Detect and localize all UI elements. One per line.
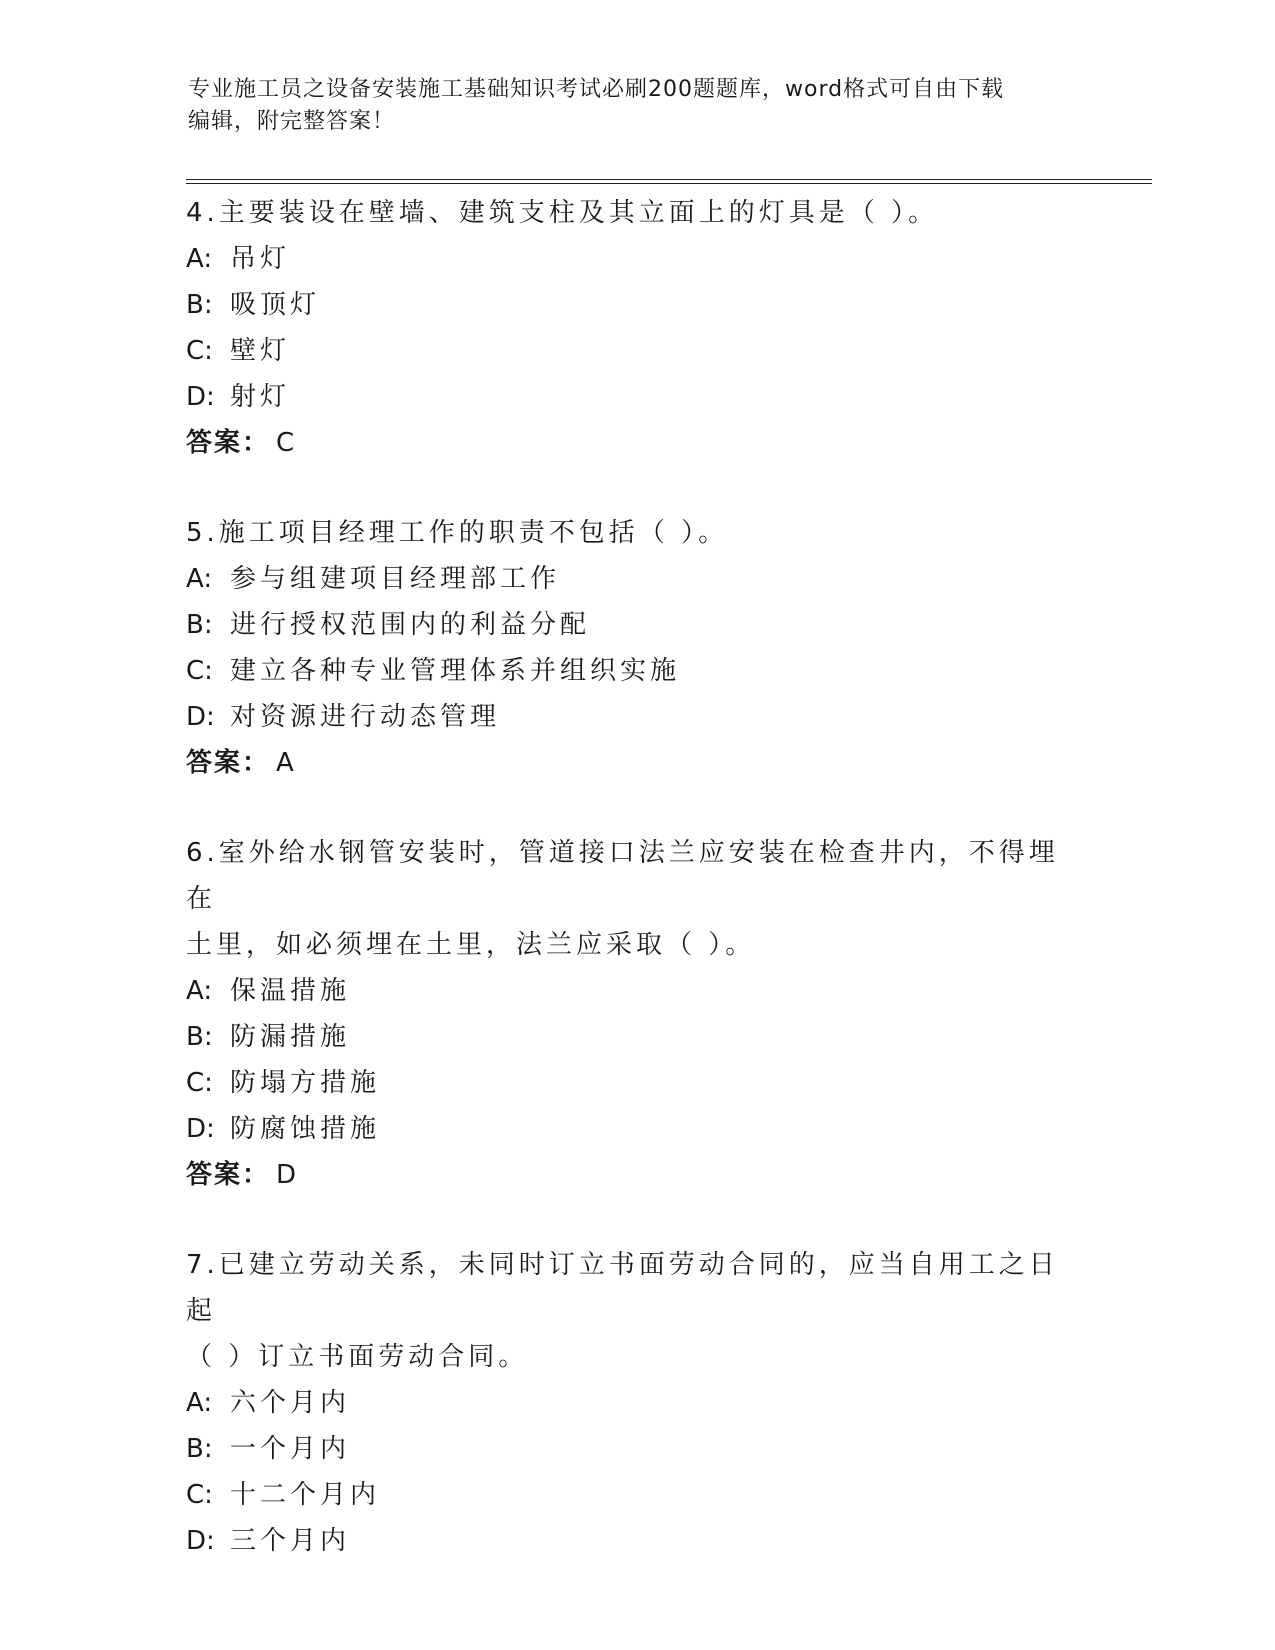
option-key: A: xyxy=(186,244,213,274)
option-key: B: xyxy=(186,1434,213,1464)
option-text: 进行授权范围内的利益分配 xyxy=(230,610,591,640)
option-text: 三个月内 xyxy=(230,1526,351,1556)
option-key: B: xyxy=(186,1022,213,1052)
question-6 xyxy=(186,830,1086,1198)
option-key: C: xyxy=(186,656,213,686)
option-key: C: xyxy=(186,1068,213,1098)
question-stem: 5.施工项目经理工作的职责不包括（ ）。 xyxy=(186,518,729,548)
option-key: B: xyxy=(186,290,213,320)
option-d xyxy=(186,374,1086,420)
option-b xyxy=(186,602,1086,648)
header-line-1: 专业施工员之设备安装施工基础知识考试必刷200题题库，word格式可自由下载 xyxy=(188,77,1005,102)
answer-label: 答案： xyxy=(186,428,271,458)
option-text: 壁灯 xyxy=(230,336,291,366)
option-text: 防塌方措施 xyxy=(230,1068,381,1098)
option-key: A: xyxy=(186,976,213,1006)
option-c xyxy=(186,1472,1086,1518)
option-text: 吸顶灯 xyxy=(230,290,321,320)
question-stem-line-1: 7.已建立劳动关系，未同时订立书面劳动合同的，应当自用工之日起 xyxy=(186,1250,1059,1326)
answer-label: 答案： xyxy=(186,748,271,778)
option-key: C: xyxy=(186,336,213,366)
option-key: C: xyxy=(186,1480,213,1510)
option-text: 六个月内 xyxy=(230,1388,351,1418)
answer-value: C xyxy=(276,428,296,458)
header-double-rule xyxy=(186,179,1152,184)
option-text: 参与组建项目经理部工作 xyxy=(230,564,561,594)
question-5 xyxy=(186,510,1086,786)
question-stem-line-2: 土里，如必须埋在土里，法兰应采取（ ）。 xyxy=(186,930,756,960)
option-c xyxy=(186,328,1086,374)
option-a xyxy=(186,236,1086,282)
option-key: D: xyxy=(186,1526,215,1556)
answer-label: 答案： xyxy=(186,1160,271,1190)
option-c xyxy=(186,1060,1086,1106)
option-text: 射灯 xyxy=(230,382,291,412)
option-text: 防腐蚀措施 xyxy=(230,1114,381,1144)
option-b xyxy=(186,1014,1086,1060)
question-4 xyxy=(186,190,1086,466)
spacer xyxy=(186,1198,1086,1242)
option-d xyxy=(186,694,1086,740)
header-line-2: 编辑，附完整答案！ xyxy=(188,109,396,134)
option-c xyxy=(186,648,1086,694)
answer-value: D xyxy=(276,1160,298,1190)
option-key: B: xyxy=(186,610,213,640)
option-text: 防漏措施 xyxy=(230,1022,351,1052)
option-key: D: xyxy=(186,1114,215,1144)
answer-line xyxy=(186,1152,1086,1198)
question-stem: 4.主要装设在壁墙、建筑支柱及其立面上的灯具是（ ）。 xyxy=(186,198,939,228)
question-stem-line-2: （ ）订立书面劳动合同。 xyxy=(186,1342,529,1372)
option-key: A: xyxy=(186,564,213,594)
option-text: 对资源进行动态管理 xyxy=(230,702,501,732)
answer-value: A xyxy=(276,748,295,778)
option-b xyxy=(186,1426,1086,1472)
answer-line xyxy=(186,420,1086,466)
option-a xyxy=(186,968,1086,1014)
spacer xyxy=(186,786,1086,830)
option-text: 吊灯 xyxy=(230,244,291,274)
option-b xyxy=(186,282,1086,328)
option-text: 建立各种专业管理体系并组织实施 xyxy=(230,656,681,686)
option-key: D: xyxy=(186,382,215,412)
option-d xyxy=(186,1518,1086,1564)
spacer xyxy=(186,466,1086,510)
option-text: 一个月内 xyxy=(230,1434,351,1464)
option-text: 十二个月内 xyxy=(230,1480,381,1510)
option-key: D: xyxy=(186,702,215,732)
document-header xyxy=(188,74,1088,138)
question-list xyxy=(186,190,1086,1564)
answer-line xyxy=(186,740,1086,786)
option-d xyxy=(186,1106,1086,1152)
option-text: 保温措施 xyxy=(230,976,351,1006)
question-7 xyxy=(186,1242,1086,1564)
option-key: A: xyxy=(186,1388,213,1418)
option-a xyxy=(186,556,1086,602)
option-a xyxy=(186,1380,1086,1426)
question-stem-line-1: 6.室外给水钢管安装时，管道接口法兰应安装在检查井内，不得埋在 xyxy=(186,838,1059,914)
